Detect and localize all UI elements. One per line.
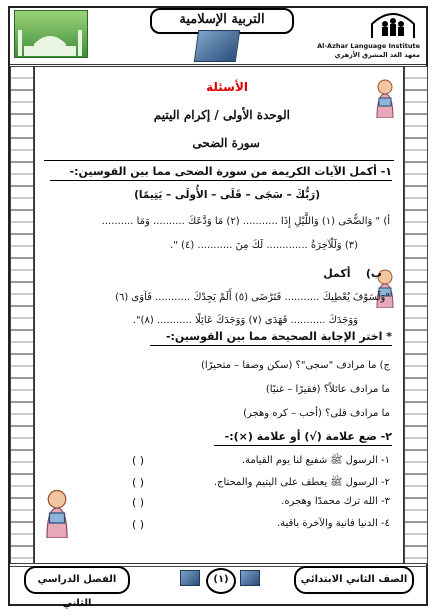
q1-heading: ١- أكمل الآيات الكريمة من سورة الضحى مما بين القوسين:-	[69, 165, 392, 178]
institute-logo-icon	[368, 10, 418, 40]
q1-a-line2: (٣) وَلَلْآخِرَةُ ............. لَكَ مِنَ ........... (٤) ".	[170, 240, 358, 251]
q3-answer-1[interactable]: ( )	[132, 454, 145, 467]
questions-title: الأسئلة	[206, 80, 248, 94]
q3-item-2: ٢- الرسول ﷺ يعطف على اليتيم والمحتاج.	[213, 477, 390, 488]
q1-choices: (رَبُّكَ – سَجَى – قَلَى – الأُولَى – يَتِيمًا)	[134, 189, 320, 201]
page-number: (١)	[206, 568, 236, 594]
q3-answer-3[interactable]: ( )	[132, 496, 145, 509]
q2-underline	[150, 345, 392, 346]
q2-heading: * اختر الإجابة الصحيحة مما بين القوسين:-	[165, 330, 392, 343]
q3-underline	[214, 445, 392, 446]
q3-answer-2[interactable]: ( )	[132, 476, 145, 489]
subject-title: التربية الإسلامية	[150, 8, 294, 34]
q1-a-label: أ)	[383, 216, 390, 227]
q3-item-1: ١- الرسول ﷺ شفيع لنا يوم القيامة.	[241, 455, 390, 466]
q3-item-3: ٣- الله ترك محمدًا وهجره.	[281, 496, 390, 507]
left-decorative-border	[10, 66, 34, 564]
unit-title: الوحدة الأولى / إكرام اليتيم	[153, 108, 290, 122]
title-divider	[44, 160, 394, 161]
q3-answer-4[interactable]: ( )	[132, 518, 145, 531]
mosque-silhouette-icon	[14, 26, 86, 56]
q1-a-line1	[102, 216, 390, 227]
q3-item-4: ٤- الدنيا فانية والآخرة باقية.	[276, 518, 390, 529]
q1-a-text1: " وَالضُّحَى (١) وَاللَّيْلِ إِذَا ........... (٢) مَا وَدَّعَكَ .......... وَمَا ..........	[101, 216, 381, 227]
q2-item-3: ما مرادف قلى؟ (أحب – كره وهجر)	[243, 408, 390, 419]
grade-label: الصف الثاني الابتدائي	[294, 566, 414, 594]
quran-book-icon	[194, 30, 240, 62]
q1-underline	[50, 180, 392, 181]
term-label: الفصل الدراسي الثاني	[24, 566, 130, 594]
q3-heading: ٢- ضع علامة (√) أو علامة (×):-	[224, 430, 392, 443]
book-icon-left	[180, 570, 200, 586]
q1-b-line1: "وَلَسَوْفَ يُعْطِيكَ ........... فَتَرْضَى (٥) أَلَمْ يَجِدْكَ ........... فَآوَى (٦)	[115, 292, 390, 303]
q1-b-heading: أكمل	[323, 267, 351, 280]
institute-name-ar: معهد الغد المشرق الأزهري	[334, 51, 420, 59]
right-decorative-border	[404, 66, 428, 564]
q1-b-row	[323, 267, 382, 280]
girl-reading-icon-3	[40, 488, 74, 538]
q2-item-2: ما مرادف عائلاً؟ (فقيرًا – غنيًا)	[265, 384, 390, 395]
surah-title: سورة الضحى	[192, 136, 260, 150]
girl-reading-icon	[372, 78, 398, 118]
book-icon-right	[240, 570, 260, 586]
q2-item-1: ج) ما مرادف "سجى"؟ (سكن وصفا – متحيرًا)	[200, 360, 390, 371]
q1-b-label: ب)	[365, 267, 382, 280]
q1-b-line2: وَوَجَدَكَ ........... فَهَدَى (٧) وَوَجَدَكَ عَائِلًا ........... (٨)".	[132, 315, 358, 326]
institute-name-en: Al-Azhar Language Institute	[317, 42, 420, 50]
